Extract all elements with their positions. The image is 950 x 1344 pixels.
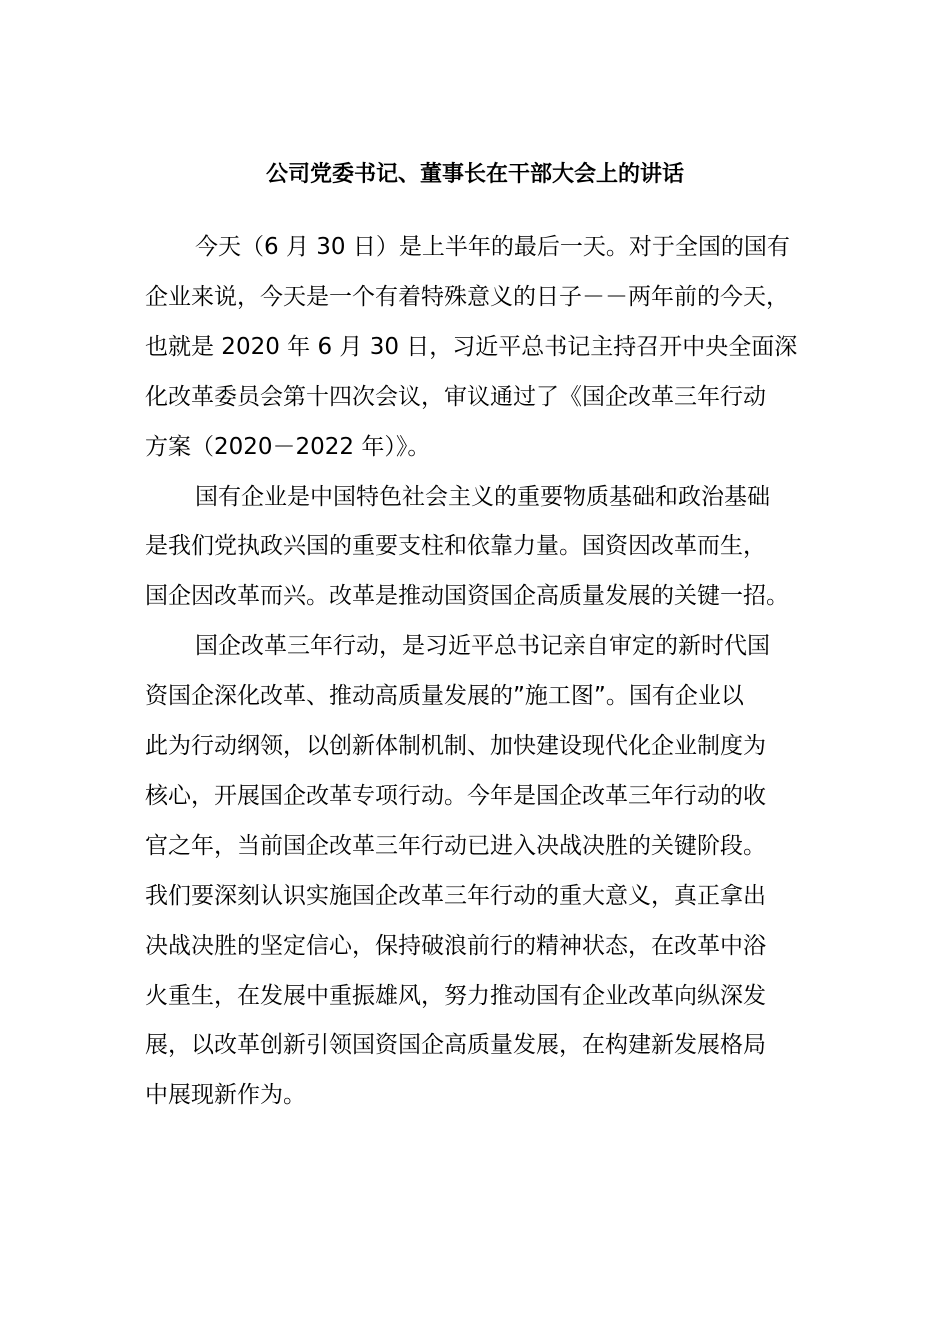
body-line: 资国企深化改革、推动高质量发展的”施工图”。国有企业以 — [145, 683, 744, 709]
body-line: 今天（6 月 30 日）是上半年的最后一天。对于全国的国有 — [195, 234, 790, 260]
body-line: 决战决胜的坚定信心，保持破浪前行的精神状态，在改革中浴 — [145, 933, 766, 959]
body-line: 也就是 2020 年 6 月 30 日，习近平总书记主持召开中央全面深 — [145, 334, 798, 360]
body-line: 是我们党执政兴国的重要支柱和依靠力量。国资因改革而生， — [145, 533, 766, 559]
body-line: 此为行动纲领，以创新体制机制、加快建设现代化企业制度为 — [145, 733, 766, 759]
body-line: 国企改革三年行动，是习近平总书记亲自审定的新时代国 — [195, 633, 770, 659]
body-line: 官之年，当前国企改革三年行动已进入决战决胜的关键阶段。 — [145, 833, 766, 859]
body-line: 我们要深刻认识实施国企改革三年行动的重大意义，真正拿出 — [145, 883, 766, 909]
body-line: 火重生，在发展中重振雄风，努力推动国有企业改革向纵深发 — [145, 983, 766, 1009]
document-title: 公司党委书记、董事长在干部大会上的讲话 — [265, 162, 684, 187]
body-line: 国企因改革而兴。改革是推动国资国企高质量发展的关键一招。 — [145, 583, 789, 609]
body-line: 企业来说，今天是一个有着特殊意义的日子－－两年前的今天， — [145, 284, 789, 310]
body-line: 化改革委员会第十四次会议，审议通过了《国企改革三年行动 — [145, 384, 766, 410]
body-line: 国有企业是中国特色社会主义的重要物质基础和政治基础 — [195, 484, 770, 510]
body-line: 中展现新作为。 — [145, 1082, 306, 1108]
body-line: 方案（2020－2022 年）》。 — [145, 434, 431, 460]
body-line: 核心，开展国企改革专项行动。今年是国企改革三年行动的收 — [145, 783, 766, 809]
body-line: 展，以改革创新引领国资国企高质量发展，在构建新发展格局 — [145, 1032, 766, 1058]
